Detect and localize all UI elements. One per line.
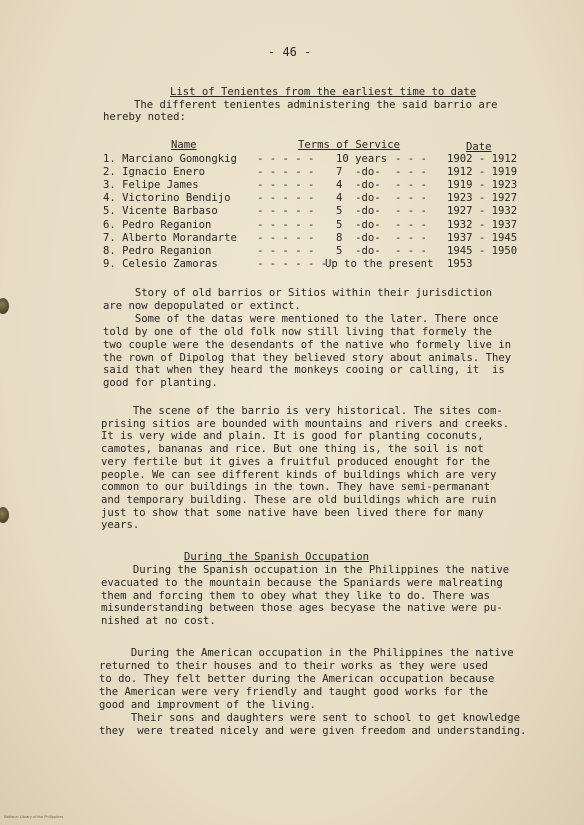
- text-line: people. We can see different kinds of buildings which are very: [101, 468, 497, 481]
- table-header-date: Date: [466, 141, 492, 153]
- table-cell-date: 1932 - 1937: [447, 218, 518, 231]
- table-cell-date: 1912 - 1919: [447, 166, 518, 179]
- table-cell-dash2: - - -: [395, 153, 427, 165]
- text-line: two couple were the desendants of the native who formely live in: [103, 338, 512, 351]
- table-cell-dash1: - - - - -: [257, 166, 315, 179]
- list-intro-line: hereby noted:: [103, 111, 186, 123]
- table-cell-dash2: - - -: [395, 244, 427, 257]
- table-cell-date: 1953: [447, 257, 473, 270]
- table-cell-dash2: - - -: [395, 218, 427, 231]
- table-cell-dash1: - - - - -: [257, 244, 315, 257]
- table-cell-dash2: - - -: [395, 179, 427, 192]
- table-cell-dash1: - - - - -: [257, 231, 315, 244]
- table-cell-name: 4. Victorino Bendijo: [103, 192, 231, 205]
- text-line: the rown of Dipolog that they believed story about animals. They: [103, 351, 512, 364]
- text-line: years.: [101, 519, 140, 532]
- text-line: are now depopulated or extinct.: [103, 299, 301, 312]
- text-line: to do. They felt better during the American occupation because: [99, 673, 495, 685]
- text-line: common to our buildings in the town. They have semi-permanant: [101, 481, 491, 494]
- table-cell-dash1: - - - - -: [257, 153, 315, 165]
- table-cell-date: 1937 - 1945: [447, 231, 518, 244]
- text-line: good and improvment of the living.: [99, 699, 316, 711]
- text-line: very fertile but it gives a fruitful produced enought for the: [101, 455, 491, 468]
- table-cell-term: 8 -do-: [336, 231, 381, 244]
- table-cell-term: 7 -do-: [336, 166, 381, 179]
- text-line: they were treated nicely and were given freedom and understanding.: [99, 725, 527, 737]
- text-line: The scene of the barrio is very historical. The sites com-: [101, 405, 503, 417]
- table-cell-name: 1. Marciano Gomongkig: [103, 153, 237, 165]
- text-line: nished at no cost.: [101, 615, 216, 628]
- table-cell-name: 7. Alberto Morandarte: [103, 231, 237, 244]
- table-cell-date: 1919 - 1923: [447, 179, 518, 192]
- table-cell-name: 2. Ignacio Enero: [103, 166, 206, 179]
- table-cell-name: 8. Pedro Reganion: [103, 244, 212, 257]
- list-title: List of Tenientes from the earliest time to date: [170, 86, 477, 98]
- table-cell-dash1: - - - - -: [257, 218, 315, 231]
- list-intro-line: The different tenientes administering the said barrio are: [134, 99, 498, 111]
- table-cell-dash2: - - -: [395, 231, 427, 244]
- table-cell-dash2: - - -: [395, 192, 427, 205]
- text-line: Their sons and daughters were sent to school to get knowledge: [99, 712, 520, 724]
- text-line: the American were very friendly and taught good works for the: [99, 686, 489, 698]
- text-line: good for planting.: [103, 377, 218, 390]
- text-line: said that when they heard the monkeys cooing or calling, it is: [103, 364, 505, 377]
- page-number: - 46 -: [268, 45, 312, 59]
- table-cell-term: 5 -do-: [336, 205, 381, 218]
- table-cell-name: 6. Pedro Reganion: [103, 218, 212, 231]
- table-cell-date: 1945 - 1950: [447, 244, 518, 257]
- table-cell-term: 5 -do-: [336, 244, 381, 257]
- text-line: told by one of the old folk now still living that formely the: [103, 325, 493, 338]
- text-line: prising sitios are bounded with mountains and rivers and creeks.: [101, 417, 510, 430]
- table-cell-dash1: - - - - -: [257, 179, 315, 192]
- table-header-name: Name: [171, 139, 197, 151]
- footer-credit: National Library of the Philippines: [4, 815, 64, 819]
- text-line: camotes, bananas and rice. But one thing is, the soil is not: [101, 443, 484, 456]
- table-cell-dash2: - - -: [395, 205, 427, 218]
- text-line: just to show that some native have been lived there for many: [101, 506, 484, 519]
- text-line: and temporary building. These are old buildings which are ruin: [101, 493, 497, 506]
- text-line: Story of old barrios or Sitios within their jurisdiction: [103, 287, 493, 299]
- text-line: During the Spanish occupation in the Philippines the native: [101, 564, 510, 576]
- table-cell-term: Up to the present: [325, 257, 434, 270]
- table-cell-dash1: - - - - -: [257, 192, 315, 205]
- table-cell-term: 4 -do-: [336, 192, 381, 205]
- table-cell-date: 1927 - 1932: [447, 205, 518, 218]
- text-line: returned to their houses and to their works as they were used: [99, 660, 489, 672]
- text-line: evacuated to the mountain because the Spaniards were malreating: [101, 576, 503, 589]
- table-cell-dash2: - - -: [395, 166, 427, 179]
- text-line: It is very wide and plain. It is good for planting coconuts,: [101, 430, 484, 443]
- table-cell-name: 9. Celesio Zamoras: [103, 257, 218, 270]
- table-cell-term: 5 -do-: [336, 218, 381, 231]
- table-cell-term: 4 -do-: [336, 179, 381, 192]
- table-cell-date: 1923 - 1927: [447, 192, 518, 205]
- table-cell-dash1: - - - - -: [257, 205, 315, 218]
- text-line: During the American occupation in the Philippines the native: [99, 647, 514, 659]
- table-cell-term: 10 years: [336, 153, 388, 165]
- table-cell-date: 1902 - 1912: [447, 153, 518, 165]
- text-line: them and forcing them to obey what they like to do. There was: [101, 589, 491, 602]
- table-cell-dash1: - - - - - -: [257, 257, 328, 270]
- text-line: misunderstanding between those ages becyase the native were pu-: [101, 602, 503, 615]
- punch-hole: [0, 507, 9, 523]
- text-line: Some of the datas were mentioned to the later. There once: [103, 312, 499, 325]
- table-header-terms: Terms of Service: [298, 139, 401, 151]
- table-cell-name: 5. Vicente Barbaso: [103, 205, 218, 218]
- section-title-spanish: During the Spanish Occupation: [184, 551, 369, 563]
- punch-hole: [0, 298, 9, 314]
- table-cell-name: 3. Felipe James: [103, 179, 199, 192]
